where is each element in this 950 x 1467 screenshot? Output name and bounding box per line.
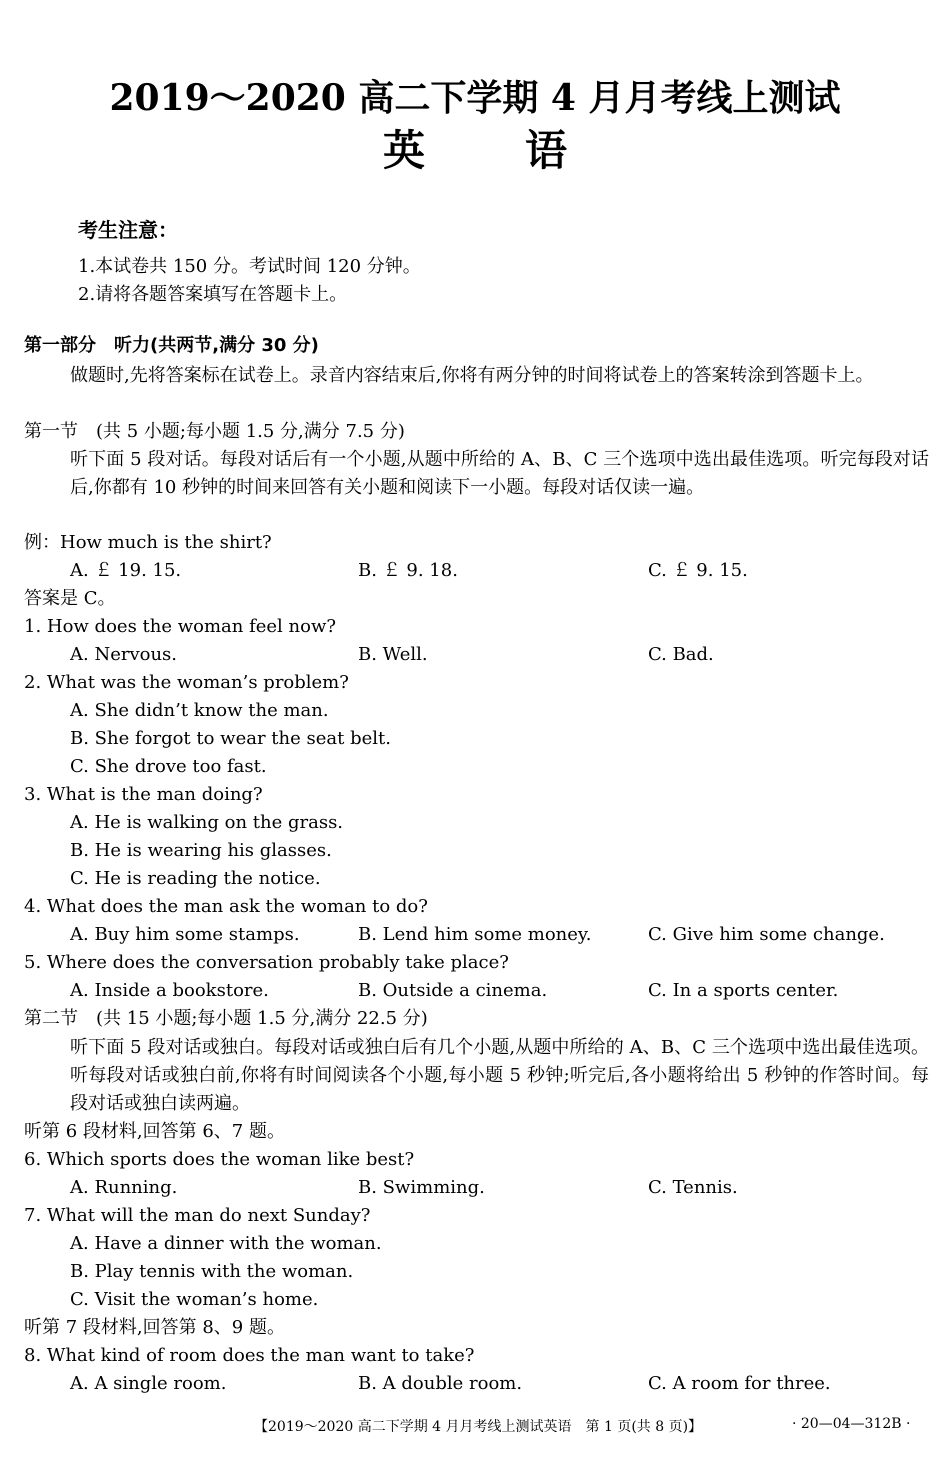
question-7-stem: 7. What will the man do next Sunday? [24,1205,371,1226]
question-1-stem: 1. How does the woman feel now? [24,616,337,637]
question-4-option-a: A. Buy him some stamps. [70,924,300,945]
part1-intro-text: 做题时,先将答案标在试卷上。录音内容结束后,你将有两分钟的时间将试卷上的答案转涂到答题卡上。 [70,365,874,386]
question-3-option-c: C. He is reading the notice. [70,868,321,889]
footer-page-info: 【2019～2020 高二下学期 4 月月考线上测试英语 第 1 页(共 8 页)】 [254,1419,703,1435]
section1-heading: 第一节 (共 5 小题;每小题 1.5 分,满分 7.5 分) [24,421,405,442]
example-question: 例：How much is the shirt? [24,532,272,553]
question-3-option-b: B. He is wearing his glasses. [70,840,332,861]
example-option-c: C. ￡ 9. 15. [648,560,748,581]
section1-intro [24,446,929,502]
section2-intro [24,1034,929,1118]
question-8-option-c: C. A room for three. [648,1373,831,1394]
question-8-option-b: B. A double room. [358,1373,523,1394]
question-5-option-b: B. Outside a cinema. [358,980,548,1001]
question-2-stem: 2. What was the woman’s problem? [24,672,349,693]
subject-title: 英语 [382,126,667,175]
question-2-option-b: B. She forgot to wear the seat belt. [70,728,391,749]
question-7-option-c: C. Visit the woman’s home. [70,1289,319,1310]
question-6-option-b: B. Swimming. [358,1177,485,1198]
question-8-option-a: A. A single room. [70,1373,227,1394]
question-3-stem: 3. What is the man doing? [24,784,263,805]
question-7-option-a: A. Have a dinner with the woman. [70,1233,382,1254]
question-1-option-c: C. Bad. [648,644,714,665]
question-4-option-b: B. Lend him some money. [358,924,592,945]
question-1-option-a: A. Nervous. [70,644,178,665]
question-6-option-a: A. Running. [70,1177,178,1198]
example-answer: 答案是 C。 [24,588,116,609]
question-1-option-b: B. Well. [358,644,428,665]
part1-intro [24,362,929,390]
section1-intro-text: 听下面 5 段对话。每段对话后有一个小题,从题中所给的 A、B、C 三个选项中选出最佳选项。听完每段对话后,你都有 10 秒钟的时间来回答有关小题和阅读下一小题。每段对话仅读一遍。 [70,449,929,498]
question-5-stem: 5. Where does the conversation probably take place? [24,952,509,973]
question-4-stem: 4. What does the man ask the woman to do? [24,896,428,917]
question-8-stem: 8. What kind of room does the man want to take? [24,1345,475,1366]
question-6-option-c: C. Tennis. [648,1177,738,1198]
question-2-option-a: A. She didn’t know the man. [70,700,329,721]
example-option-b: B. ￡ 9. 18. [358,560,458,581]
example-option-a: A. ￡ 19. 15. [70,560,182,581]
notice-item-1: 1.本试卷共 150 分。考试时间 120 分钟。 [78,256,421,277]
notice-heading: 考生注意： [78,218,178,242]
section2-intro-text: 听下面 5 段对话或独白。每段对话或独白后有几个小题,从题中所给的 A、B、C 三个选项中选出最佳选项。听每段对话或独白前,你将有时间阅读各个小题,每小题 5 秒钟;听完后,各小题将给出 5 秒钟的作答时间。每段对话或独白读两遍。 [70,1037,929,1114]
section2-heading: 第二节 (共 15 小题;每小题 1.5 分,满分 22.5 分) [24,1008,428,1029]
question-6-stem: 6. Which sports does the woman like best? [24,1149,415,1170]
exam-title: 2019～2020 高二下学期 4 月月考线上测试 [109,77,841,119]
question-3-option-a: A. He is walking on the grass. [70,812,344,833]
notice-item-2: 2.请将各题答案填写在答题卡上。 [78,284,348,305]
question-4-option-c: C. Give him some change. [648,924,885,945]
question-7-option-b: B. Play tennis with the woman. [70,1261,354,1282]
material-6-instruction: 听第 6 段材料,回答第 6、7 题。 [24,1121,285,1142]
part1-heading: 第一部分 听力(共两节,满分 30 分) [24,335,319,356]
question-5-option-c: C. In a sports center. [648,980,839,1001]
question-5-option-a: A. Inside a bookstore. [70,980,269,1001]
material-7-instruction: 听第 7 段材料,回答第 8、9 题。 [24,1317,285,1338]
footer-code: · 20—04—312B · [792,1416,911,1432]
question-2-option-c: C. She drove too fast. [70,756,267,777]
